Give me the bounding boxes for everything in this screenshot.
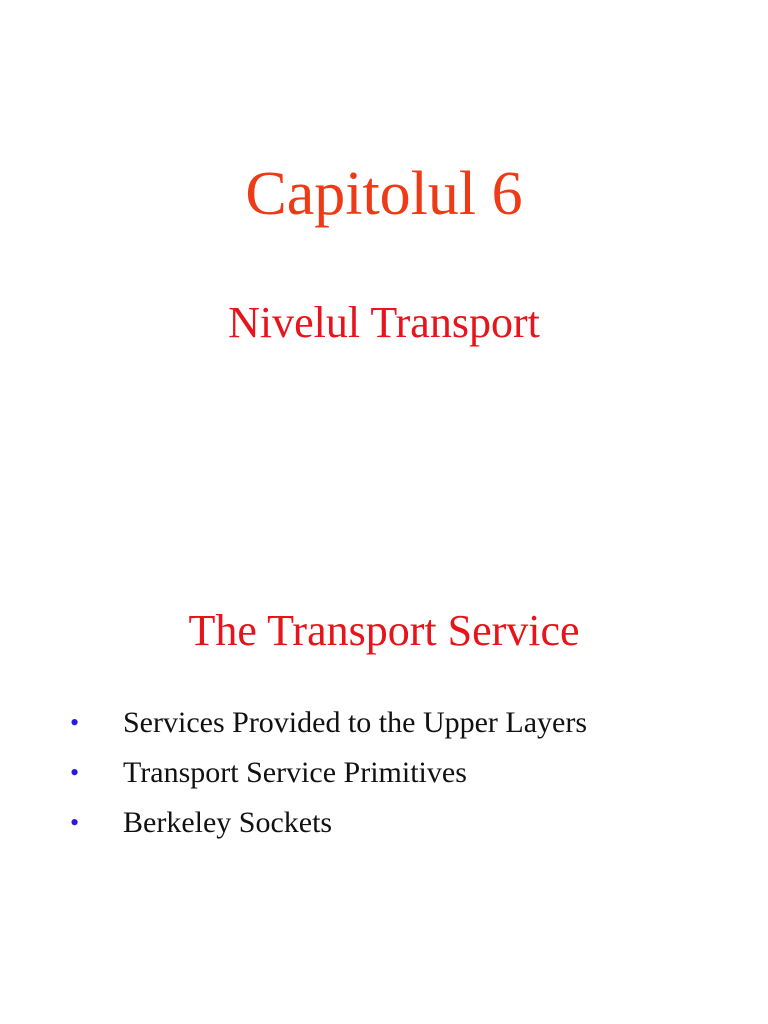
bullet-icon: • (70, 708, 80, 737)
bullet-text: Services Provided to the Upper Layers (123, 706, 588, 739)
section-title: The Transport Service (188, 606, 580, 655)
content-slide (0, 512, 768, 1024)
bullet-text: Transport Service Primitives (123, 756, 467, 789)
bullet-icon: • (70, 758, 80, 787)
chapter-title: Capitolul 6 (245, 160, 523, 228)
bullet-icon: • (70, 808, 80, 837)
chapter-subtitle: Nivelul Transport (228, 298, 540, 347)
bullet-text: Berkeley Sockets (123, 806, 333, 839)
